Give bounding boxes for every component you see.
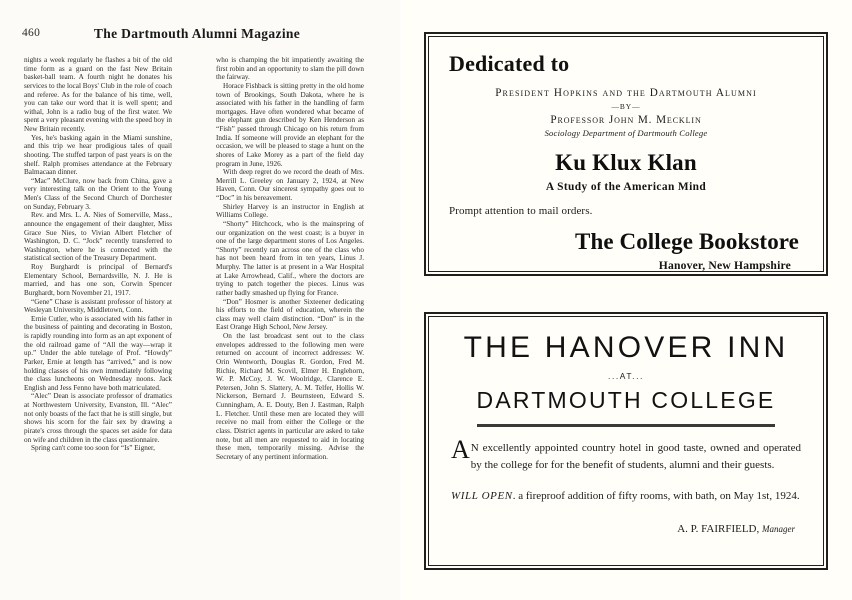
ad-manager-name: A. P. FAIRFIELD, [677, 523, 760, 535]
ad-headline-dedicated-to: Dedicated to [449, 51, 570, 76]
paragraph: Yes, he's basking again in the Miami sunshine, and this trip we hear prodigious tales of quail shooting. The stuffed tarpon of past years is on the shelf. Ralph promises attendance at the February Balmacaan dinner. [24, 133, 172, 177]
ad-at-label: ...AT... [608, 371, 644, 381]
paragraph: who is champing the bit impatiently awaiting the first robin and an opportunity to slam the pill down the fairway. [216, 56, 364, 82]
ad-college-name: DARTMOUTH COLLEGE [476, 387, 776, 413]
ad-body-text: N excellently appointed country hotel in good taste, owned and operated by the college for for the benefit of students, alumni and their guests. [470, 442, 801, 471]
ad-manager-signature [451, 521, 801, 538]
ad-drop-cap: A [451, 435, 470, 464]
ad-author-name: Professor John M. Mecklin [550, 114, 702, 126]
ad-author-department: Sociology Department of Dartmouth College [544, 128, 708, 138]
left-text-page [0, 0, 400, 600]
ad-by-label: —BY— [611, 102, 641, 111]
text-column-left [24, 56, 172, 453]
paragraph: Spring can't come too soon for “Is” Eigner, [31, 444, 155, 453]
ad-divider-rule [477, 424, 775, 427]
paragraph: Roy Burghardt is principal of Bernard's Elementary School, Bernardsville, N. J. He is married, and has one son, Corwin Spencer Burghardt, born November 21, 1917. [24, 263, 172, 297]
ad-inn-title: THE HANOVER INN [463, 331, 789, 364]
ad-body-paragraph [451, 435, 801, 474]
paragraph: “Don” Hosmer is another Sixteener dedicating his efforts to the field of education, wherein the class may well claim distinction. “Don” is in the East Orange High School, New Jersey. [216, 297, 364, 332]
ad-store-location: Hanover, New Hampshire [658, 259, 791, 272]
paragraph: “Mac” McClure, now back from China, gave a very interesting talk on the Orient to the Young Men's Class of the Second Church of Dorchester on Sunday, February 3. [24, 176, 172, 211]
paragraph: With deep regret do we record the death of Mrs. Merrill L. Greeley on January 2, 1924, at New Haven, Conn. Our sincerest sympathy goes out to “Doc” in his bereavement. [216, 168, 364, 202]
ad-inner-border [428, 36, 824, 272]
ad-inner-border [428, 316, 824, 566]
paragraph: “Shorty” Hitchcock, who is the mainspring of our organization on the west coast; is a buyer in one of the large department stores of Los Angeles. “Shorty” recently ran across one of the class who has not been heard from in ten years, Linus J. Murphy. The latter is at present in a War Hospital at Lake Arrowhead, Calif., where the doctors are trying to patch together the pieces. Linus was rather badly smashed up flying for France. [216, 219, 364, 297]
paragraph: “Alec” Dean is associate professor of dramatics at Northwestern University, Evanston, Ill. “Alec” not only boasts of the fact that he is still single, but shows his scorn for the fair sex by drawing a pirate's cross through the spaces set aside for data on wife and children in the class questionnaire. [24, 392, 172, 444]
running-head [22, 26, 332, 44]
ad-store-name: The College Bookstore [575, 229, 799, 254]
ad-opening-text: . a fireproof addition of fifty rooms, with bath, on May 1st, 1924. [512, 490, 800, 502]
paragraph: Shirley Harvey is an instructor in English at Williams College. [216, 202, 364, 220]
paragraph: Ernie Cutler, who is associated with his father in the business of painting and decorating in Boston, is rapidly rounding into form as an apt exponent of the old railroad game of “All the way—wrap it up.” Under the able tutelage of Prof. “Howdy” Parker, Ernie at length has “arrived,” and is now holding classes of his own immediately following the class luncheons on Wednesday noons. Jack English and Jess Fenno have both matriculated. [24, 314, 172, 392]
ad-opening-announcement [451, 488, 801, 505]
ad-book-title: Ku Klux Klan [555, 150, 697, 175]
right-advertisement-page [402, 0, 852, 600]
paragraph: “Gene” Chase is assistant professor of history at Wesleyan University, Middletown, Conn. [24, 297, 172, 315]
advertisement-college-bookstore [424, 32, 828, 276]
paragraph: Horace Fishback is sitting pretty in the old home town of Brookings, South Dakota, where he is associated with his father in the handling of farm mortgages. Have often wondered what became of the elephant gun described by Ken Henderson as “Fish” passed through Chicago on his return from India. If someone will provide an elephant for the occasion, we will be pleased to stage a hunt on the shores of Lake Morey as a part of the field day program in June, 1926. [216, 81, 364, 168]
ad-manager-role: Manager [762, 524, 795, 534]
ad-dedicatees: President Hopkins and the Dartmouth Alumni [495, 87, 757, 99]
magazine-title: The Dartmouth Alumni Magazine [93, 26, 301, 41]
ad-book-subtitle: A Study of the American Mind [545, 181, 707, 193]
paragraph: Rev. and Mrs. L. A. Nies of Somerville, Mass., announce the engagement of their daughter, Miss Grace Sue Nies, to Vivian Albert Fletcher of Washington, D. C. “Jock” recently transferred to Washington, where he is connected with the statistical section of the Treasury Department. [24, 211, 172, 263]
text-column-middle [216, 56, 364, 461]
ad-mail-order-note: Prompt attention to mail orders. [449, 205, 593, 217]
advertisement-hanover-inn [424, 312, 828, 570]
paragraph: nights a week regularly he flashes a bit of the old time form as a guard on the fast New Britain basket-ball team. A fourth night he donates his services to the local Boys' Club in the role of coach and referee. As for the balance of his time, well, you can take our word that it is well spent; and withal, John is a radio bug of the first water. We spent a very pleasant evening with the speed boy in New Britain recently. [24, 56, 172, 133]
paragraph: On the last broadcast sent out to the class envelopes addressed to the following men were returned on account of incorrect addresses: W. Orin Wentworth, Douglas R. Gordon, Fred M. Richie, Richard M. Scovil, Elmer H. Englehorn, W. P. McCoy, J. W. Woolridge, Clarence E. Petersen, John S. Slattery, A. M. Telfer, Hollis W. Nickerson, Bernard J. Beurnsteen, Edward S. Cunningham, A. E. Douty, Ben J. Eastman, Ralph L. Fletcher. Until these men are located they will receive no mail from either the College or the class. District agents in particular are asked to take note, but all men are requested to aid in locating these men, temporarily missing. Advise the Secretary of any pertinent information. [216, 332, 364, 461]
ad-opening-emphasis: WILL OPEN [451, 490, 513, 502]
page-number: 460 [22, 27, 41, 39]
